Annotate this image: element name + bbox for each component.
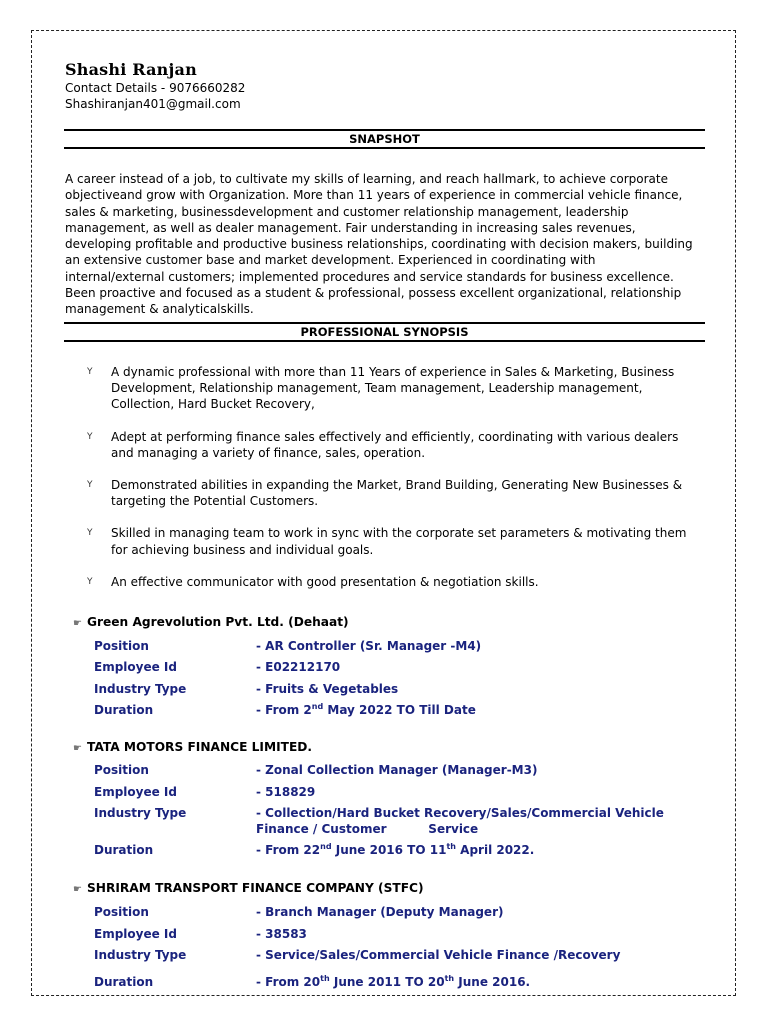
bullet-icon: Υ: [87, 431, 93, 442]
snapshot-title: SNAPSHOT: [349, 132, 420, 146]
bullet-icon: Υ: [87, 480, 93, 491]
list-item: Υ Skilled in managing team to work in sync with the corporate set parameters & motivating them for achieving business and individual goals.: [87, 526, 687, 557]
contact-details: Contact Details - 9076660282: [65, 81, 246, 95]
synopsis-title: PROFESSIONAL SYNOPSIS: [300, 325, 469, 339]
pointer-icon: ☛: [73, 743, 82, 754]
company-name: ☛ TATA MOTORS FINANCE LIMITED.: [73, 740, 313, 754]
bullet-icon: Υ: [87, 576, 93, 587]
list-item: Υ Demonstrated abilities in expanding the Market, Brand Building, Generating New Businesses & targeting the Potential Customers.: [87, 478, 683, 509]
list-item: Υ A dynamic professional with more than 11 Years of experience in Sales & Marketing, Business Development, Relationship management, Team management, Leadership management, Collection, Hard Bucket Recovery,: [87, 365, 675, 412]
bullet-icon: Υ: [87, 528, 93, 539]
pointer-icon: ☛: [73, 618, 82, 629]
company-name: ☛ Green Agrevolution Pvt. Ltd. (Dehaat): [73, 615, 349, 629]
snapshot-header: [64, 129, 705, 149]
list-item: Υ An effective communicator with good presentation & negotiation skills.: [87, 574, 539, 589]
pointer-icon: ☛: [73, 884, 82, 895]
snapshot-text: A career instead of a job, to cultivate my skills of learning, and reach hallmark, to achieve corporate objectiveand grow with Organization. More than 11 years of experience in commercial vehicle finance, sales & marketing, businessdevelopment and customer relationship management, leadership management, as well as dealer management. Fair understanding in increasing sales revenues, developing profitable and productive business relationships, coordinating with decision makers, building an extensive customer base and market development. Experienced in coordinating with internal/external customers; implemented procedures and service standards for business excellence. Been proactive and focused as a student & professional, possess excellent organizational, relationship management & analyticalskills.: [65, 172, 693, 317]
synopsis-list: [87, 364, 692, 590]
company-name: ☛ SHRIRAM TRANSPORT FINANCE COMPANY (STFC): [73, 881, 424, 895]
synopsis-header: [64, 322, 705, 342]
list-item: Υ Adept at performing finance sales effectively and efficiently, coordinating with various dealers and managing a variety of finance, sales, operation.: [87, 429, 679, 460]
candidate-name: Shashi Ranjan: [65, 60, 197, 79]
bullet-icon: Υ: [87, 367, 93, 377]
email-address: Shashiranjan401@gmail.com: [65, 97, 241, 111]
